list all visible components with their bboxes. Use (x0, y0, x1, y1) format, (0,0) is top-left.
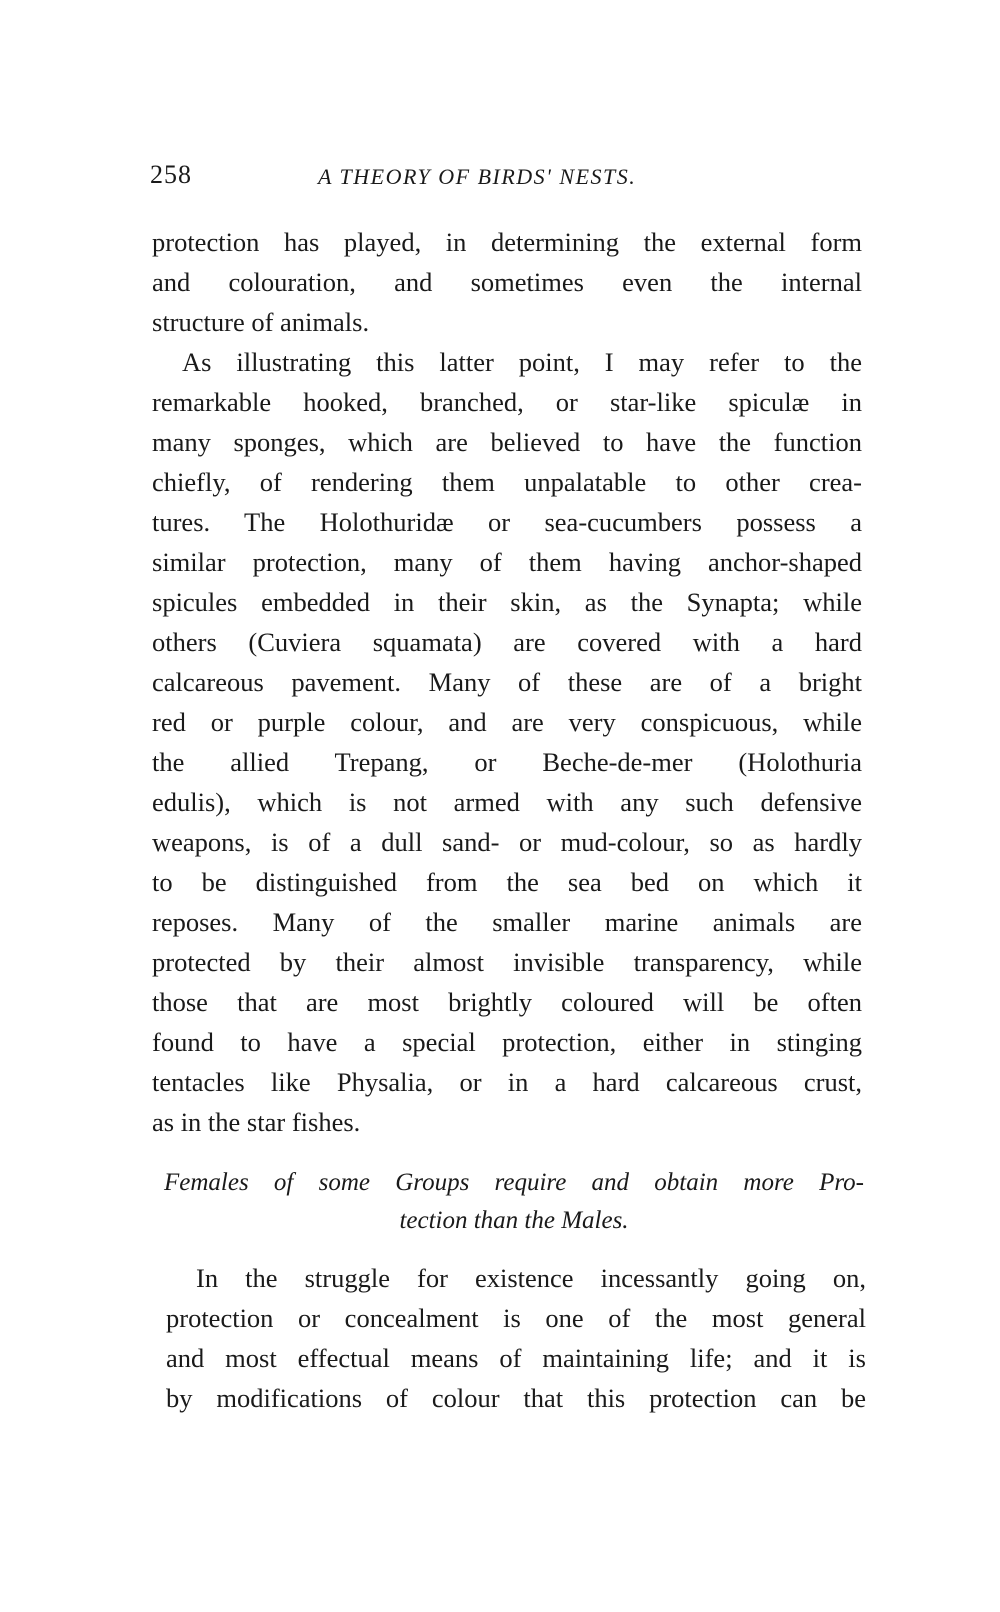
text-line: the allied Trepang, or Beche-de-mer (Holothuria (152, 747, 862, 777)
text-line: found to have a special protection, either in stinging (152, 1027, 862, 1057)
text-line: as in the star fishes. (152, 1107, 361, 1137)
text-line: structure of animals. (152, 307, 370, 337)
text-line: edulis), which is not armed with any such defensive (152, 787, 862, 817)
text-line: protection or concealment is one of the most general (166, 1303, 866, 1333)
text-line: tentacles like Physalia, or in a hard calcareous crust, (152, 1067, 862, 1097)
heading-line: tection than the Males. (399, 1207, 629, 1234)
text-line: others (Cuviera squamata) are covered with a hard (152, 627, 862, 657)
paragraph-marine-protection (152, 342, 862, 1142)
text-line: protected by their almost invisible transparency, while (152, 947, 862, 977)
text-line: spicules embedded in their skin, as the Synapta; while (152, 587, 862, 617)
text-line: reposes. Many of the smaller marine animals are (152, 907, 862, 937)
text-line: those that are most brightly coloured will be often (152, 987, 862, 1017)
text-line: and most effectual means of maintaining life; and it is (166, 1343, 866, 1373)
text-line: remarkable hooked, branched, or star-like spiculæ in (152, 387, 862, 417)
text-line: many sponges, which are believed to have the function (152, 427, 862, 457)
text-line: protection has played, in determining the external form (152, 227, 862, 257)
text-line: to be distinguished from the sea bed on which it (152, 867, 862, 897)
text-line: In the struggle for existence incessantly going on, (196, 1263, 866, 1293)
heading-line: Females of some Groups require and obtain more Pro- (164, 1169, 864, 1196)
paragraph-continuation (152, 222, 862, 342)
text-line: similar protection, many of them having anchor-shaped (152, 547, 862, 577)
text-line: tures. The Holothuridæ or sea-cucumbers possess a (152, 507, 862, 537)
running-title: A THEORY OF BIRDS' NESTS. (318, 164, 637, 189)
section-heading (164, 1164, 864, 1240)
page-number: 258 (150, 160, 192, 189)
text-line: chiefly, of rendering them unpalatable to other crea- (152, 467, 862, 497)
text-line: and colouration, and sometimes even the internal (152, 267, 862, 297)
text-line: by modifications of colour that this protection can be (166, 1383, 866, 1413)
text-line: calcareous pavement. Many of these are of a bright (152, 667, 862, 697)
text-line: As illustrating this latter point, I may refer to the (182, 347, 862, 377)
running-head (150, 160, 870, 200)
paragraph-struggle (166, 1258, 866, 1418)
text-line: weapons, is of a dull sand- or mud-colour, so as hardly (152, 827, 862, 857)
text-line: red or purple colour, and are very conspicuous, while (152, 707, 862, 737)
